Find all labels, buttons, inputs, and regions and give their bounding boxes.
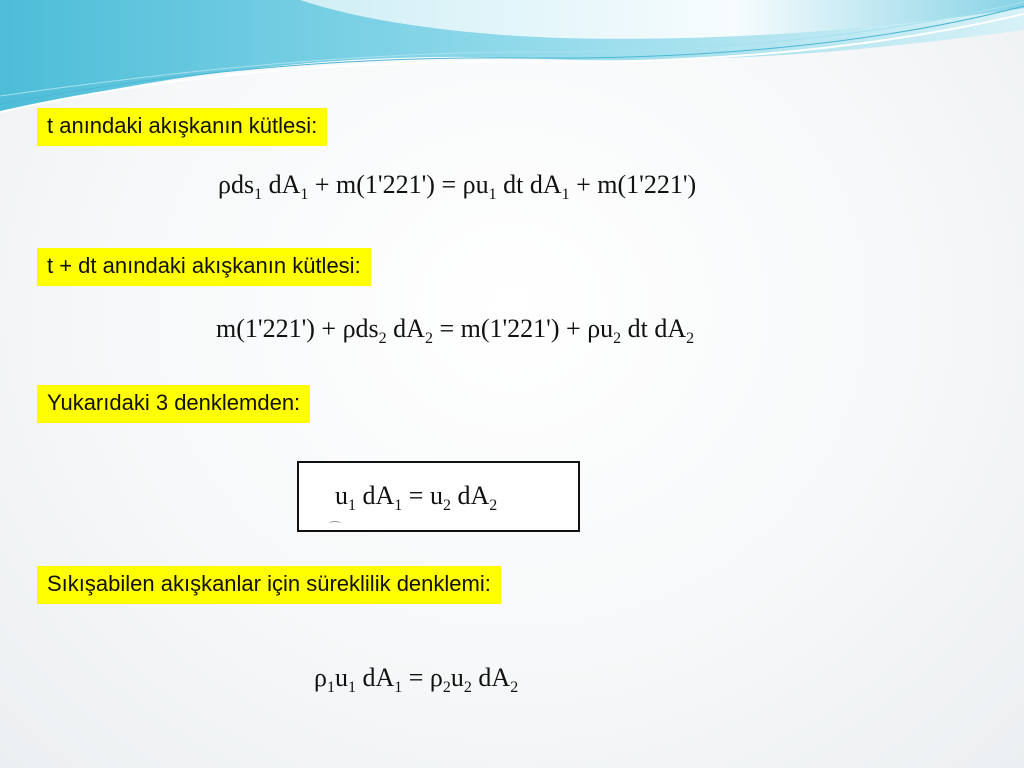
equation-mass-at-t: ρds$_1$ $dA_1 + m(1'221') = \rho u_1$ dt $dA_1 + m(1'221')$ [218,170,697,203]
equation-continuity: $\rho_1u_1$ $dA_1 = \rho_2u_2$ $dA_2$ [314,663,519,696]
label-from-three-equations: Yukarıdaki 3 denklemden: [37,385,310,423]
label-mass-at-t-plus-dt: t + dt anındaki akışkanın kütlesi: [37,248,371,286]
label-mass-at-t: t anındaki akışkanın kütlesi: [37,108,327,146]
equation-mass-at-t-plus-dt: m(1'221') + ρds$_2$ $dA_2 = m(1'221') + \rho u_2$ dt $dA_2$ [216,314,695,347]
label-continuity-equation: Sıkışabilen akışkanlar için süreklilik denklemi: [37,566,501,604]
scan-artifact [329,521,341,526]
equation-velocity-area: $u_1$ $dA_1 = u_2$ $dA_2$ [335,481,498,514]
boxed-result-equation [297,461,580,532]
